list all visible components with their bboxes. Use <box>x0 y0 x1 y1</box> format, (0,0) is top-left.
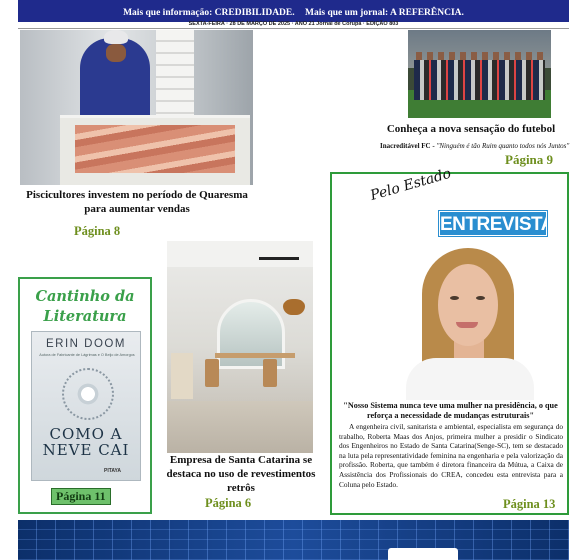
fish-pile <box>75 125 235 173</box>
bottom-ad-banner[interactable] <box>18 520 569 560</box>
literature-title: Cantinho da Literatura <box>35 288 135 325</box>
fish-photo[interactable] <box>20 30 253 185</box>
column-title: Pelo Estado <box>368 165 453 204</box>
football-subtitle-prefix: Inacreditável FC - <box>380 142 437 150</box>
white-shirt <box>406 358 534 400</box>
interview-quote: "Nosso Sistema nunca teve uma mulher na presidência, o que reforça a necessidade de mudanças estruturais" <box>343 401 558 420</box>
edition-line: SEXTA-FEIRA · 28 DE MARÇO DE 2025 · ANO 21 Jornal de Corupá · EDIÇÃO 803 <box>188 21 399 27</box>
divider <box>18 28 569 29</box>
fish-page-link[interactable]: Página 8 <box>74 224 121 238</box>
book-subtitle: Autora de Fabricante de Lágrimas e O Beijo de Amorgos <box>39 353 135 357</box>
pendant-lamp <box>283 299 305 315</box>
tagline-right: Mais que um jornal: A REFERÊNCIA. <box>305 8 464 18</box>
team-players <box>414 60 545 100</box>
interview-body: A engenheira civil, sanitarista e ambiental, especialista em segurança do trabalho, Roberta Maas dos Anjos, primeira mulher a presidir o Sindicato dos Engenheiros no Estado de Santa Catarina(Senge-SC), tem se destacado na luta pela representatividade feminina na engenharia e pela valorização da profissão. Roberta, que também é diretora financeira da Mútua, a Caixa de Assistência dos Profissionais do CREA, concedeu esta entrevista para a Coluna pelo Estado. <box>339 422 563 489</box>
football-page-link[interactable]: Página 9 <box>505 152 554 167</box>
literature-page-link[interactable]: Página 11 <box>51 488 111 505</box>
book-publisher: PITAYA <box>104 468 122 474</box>
interviewee-photo[interactable] <box>406 248 534 400</box>
football-subtitle <box>380 142 570 151</box>
track-light <box>259 257 299 260</box>
book-cover[interactable] <box>31 331 141 481</box>
football-headline[interactable]: Conheça a nova sensação do futebol <box>386 123 556 135</box>
header-tagline-bar <box>18 0 569 22</box>
architecture-caption[interactable]: Empresa de Santa Catarina se destaca no uso de revestimentos retrôs <box>166 454 316 494</box>
dining-table <box>215 353 295 358</box>
football-team-photo[interactable] <box>408 30 551 118</box>
snowflake-icon <box>62 368 114 420</box>
entrevista-badge: ENTREVISTA <box>439 211 547 236</box>
football-subtitle-quote: "Ninguém é tão Ruim quanto todos nós Juntos" <box>436 142 570 150</box>
book-author: ERIN DOOM <box>46 338 126 350</box>
fish-caption[interactable]: Piscicultores investem no período de Quaresma para aumentar vendas <box>26 189 248 215</box>
book-title: COMO A NEVE CAI <box>42 425 130 459</box>
hairnet <box>104 30 128 44</box>
tagline-left: Mais que informação: CREDIBILIDADE. <box>123 8 295 18</box>
interview-page-link[interactable]: Página 13 <box>503 497 556 511</box>
ad-logo <box>388 548 458 560</box>
architecture-page-link[interactable]: Página 6 <box>205 496 252 510</box>
interior-photo[interactable] <box>167 241 313 453</box>
floor <box>167 401 313 453</box>
